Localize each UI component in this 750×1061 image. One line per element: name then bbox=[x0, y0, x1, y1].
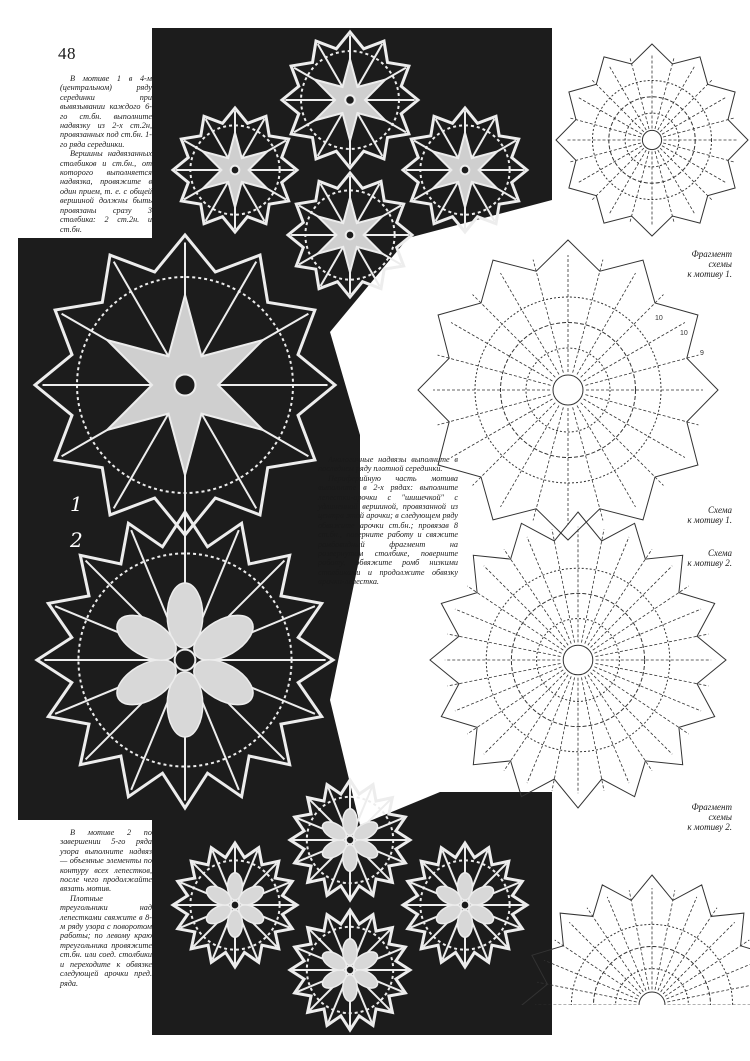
chart-scheme-motif2-stitch-line bbox=[585, 676, 629, 783]
chart-scheme-motif1-stitch-line bbox=[473, 295, 556, 378]
chart-fragment-motif2-stitch-line bbox=[658, 1019, 697, 1061]
chart-scheme-motif1-ring bbox=[553, 375, 583, 405]
chart-fragment-motif2-stitch-line bbox=[607, 1019, 646, 1061]
chart-fragment-motif2-stitch-line bbox=[544, 1011, 638, 1050]
chart-fragment-motif2-stitch-line bbox=[667, 1008, 750, 1028]
chart-fragment-motif2-stitch-line bbox=[569, 1016, 641, 1061]
chart-fragment-motif1-stitch-line bbox=[660, 148, 713, 201]
chart-fragment-motif2-stitch-line bbox=[663, 1016, 735, 1061]
chart-fragment-motif2-stitch-line bbox=[587, 1018, 643, 1061]
chart-row-number: 9 bbox=[700, 350, 704, 357]
chart-scheme-motif2-stitch-line bbox=[455, 609, 562, 653]
chart-fragment-motif2-stitch-line bbox=[569, 922, 641, 994]
middle-paragraph-1: Аналогичные надвязы выполните в последнем ряду плотной серединки. bbox=[318, 455, 458, 474]
chart-fragment-motif2-stitch-line bbox=[666, 1011, 750, 1050]
chart-fragment-motif2-stitch-line bbox=[537, 1008, 636, 1028]
motif2-paragraph-2: Плотные треугольники над лепестками свяжите в 8-м ряду узора с поворотом работы; по левому краю треугольника провяжите ст.бн. или соед. столбики и переходите к обвязке следующей арочки пред. ряда. bbox=[60, 893, 152, 988]
chart-scheme-motif2-stitch-line bbox=[455, 667, 562, 711]
chart-scheme-motif2-stitch-line bbox=[591, 673, 673, 755]
motif2-instructions bbox=[60, 828, 152, 988]
chart-scheme-motif2-stitch-line bbox=[594, 667, 701, 711]
motif1-instructions bbox=[60, 74, 152, 234]
chart-fragment-motif2-stitch-line bbox=[665, 1014, 749, 1061]
chart-fragment-motif1-stitch-line bbox=[663, 143, 735, 162]
motif1-paragraph-2: Вершины надвязанных столбиков и ст.бн., от которого выполняется надвязка, провяжите в один прием, т. е. с общей вершиной должны быть провязаны сразу 3 столбика: 2 ст.2н. и ст.бн. bbox=[60, 149, 152, 234]
caption-fragment-motif1: Фрагмент схемы к мотиву 1. bbox=[687, 249, 732, 279]
middle-paragraph-2: Периферийную часть мотива выполните в 2-х рядах: выполните лепестки-арочки с "шишечкой" с удлиненной вершиной, провязанной из центра этой арочки; в следующем ряду обвяжите арочки ст.бн.; провязав 8 ст.бн., поверните работу и свяжите ромбовидный фрагмент на развернутом столбике, поверните работу, обвяжите ромб низкими столбиками и продолжите обвязку арочки-лепестка. bbox=[318, 473, 458, 587]
chart-fragment-motif1-stitch-line bbox=[663, 118, 735, 137]
chart-fragment-motif2-stitch-line bbox=[661, 1018, 717, 1061]
motif-number-1: 1 bbox=[70, 492, 83, 516]
chart-scheme-motif2-stitch-line bbox=[581, 529, 604, 642]
caption-scheme-motif1: Схема к мотиву 1. bbox=[687, 505, 732, 525]
chart-fragment-motif2-round bbox=[571, 924, 732, 1061]
chart-fragment-motif1-ring bbox=[642, 130, 661, 149]
chart-fragment-motif1-stitch-line bbox=[591, 148, 644, 201]
chart-row-number: 10 bbox=[655, 315, 663, 322]
chart-scheme-motif2-ring bbox=[563, 645, 593, 675]
chart-scheme-motif2-stitch-line bbox=[484, 566, 566, 648]
chart-fragment-motif1-stitch-line bbox=[630, 57, 649, 129]
chart-fragment-motif2-ring bbox=[639, 992, 665, 1018]
chart-row-number: 10 bbox=[680, 330, 688, 337]
motif2-paragraph-1: В мотиве 2 по завершении 5-го ряда узора выполните надвяз — объемные элементы по контуру всех лепестков, после чего продолжайте вязать мотив. bbox=[60, 828, 152, 894]
chart-scheme-motif2-stitch-line bbox=[552, 529, 575, 642]
chart-fragment-motif2-stitch-line bbox=[663, 922, 735, 994]
chart-fragment-motif2 bbox=[522, 875, 750, 1061]
chart-scheme-motif2-stitch-line bbox=[527, 676, 571, 783]
chart-scheme-motif2-stitch-line bbox=[585, 537, 629, 644]
chart-scheme-motif1-round bbox=[501, 323, 636, 458]
chart-scheme-motif1-stitch-line bbox=[473, 403, 556, 486]
chart-fragment-motif2-stitch-line bbox=[555, 1014, 639, 1061]
chart-fragment-motif2-stitch-line bbox=[666, 960, 750, 999]
motif1-paragraph-1: В мотиве 1 в 4-м (центральном) ряду серединки при вывязывании каждого 6-го ст.бн. выполните надвязку из 2-х ст.2н, провязанных под ст.бн. 1-го ряда серединки. bbox=[60, 74, 152, 149]
chart-scheme-motif2-round bbox=[511, 593, 644, 726]
chart-fragment-motif2-outline bbox=[522, 875, 750, 1061]
chart-fragment-motif1-stitch-line bbox=[660, 79, 713, 132]
chart-scheme-motif2-stitch-line bbox=[527, 537, 571, 644]
caption-scheme-motif2: Схема к мотиву 2. bbox=[687, 548, 732, 568]
chart-fragment-motif2-stitch-line bbox=[667, 982, 750, 1002]
caption-fragment-motif2: Фрагмент схемы к мотиву 2. bbox=[687, 802, 732, 832]
chart-fragment-motif1-stitch-line bbox=[655, 151, 674, 223]
chart-scheme-motif1-stitch-line bbox=[581, 295, 664, 378]
chart-scheme-motif2-stitch-line bbox=[595, 634, 708, 657]
chart-fragment-motif1-stitch-line bbox=[569, 118, 641, 137]
chart-scheme-motif2-stitch-line bbox=[594, 609, 701, 653]
chart-scheme-motif2-stitch-line bbox=[591, 566, 673, 648]
chart-scheme-motif1-stitch-line bbox=[581, 403, 664, 486]
chart-fragment-motif1-stitch-line bbox=[655, 57, 674, 129]
chart-fragment-motif1-stitch-line bbox=[569, 143, 641, 162]
middle-instructions bbox=[318, 455, 458, 587]
chart-fragment-motif1-stitch-line bbox=[630, 151, 649, 223]
motif-number-2: 2 bbox=[70, 528, 83, 552]
chart-scheme-motif1 bbox=[418, 240, 718, 540]
chart-fragment-motif1 bbox=[556, 44, 748, 236]
page-number: 48 bbox=[58, 44, 76, 63]
chart-fragment-motif1-stitch-line bbox=[591, 79, 644, 132]
chart-fragment-motif2-stitch-line bbox=[655, 1020, 675, 1061]
chart-fragment-motif2-stitch-line bbox=[629, 1020, 649, 1061]
chart-scheme-motif2-stitch-line bbox=[447, 634, 560, 657]
chart-scheme-motif2-stitch-line bbox=[484, 673, 566, 755]
